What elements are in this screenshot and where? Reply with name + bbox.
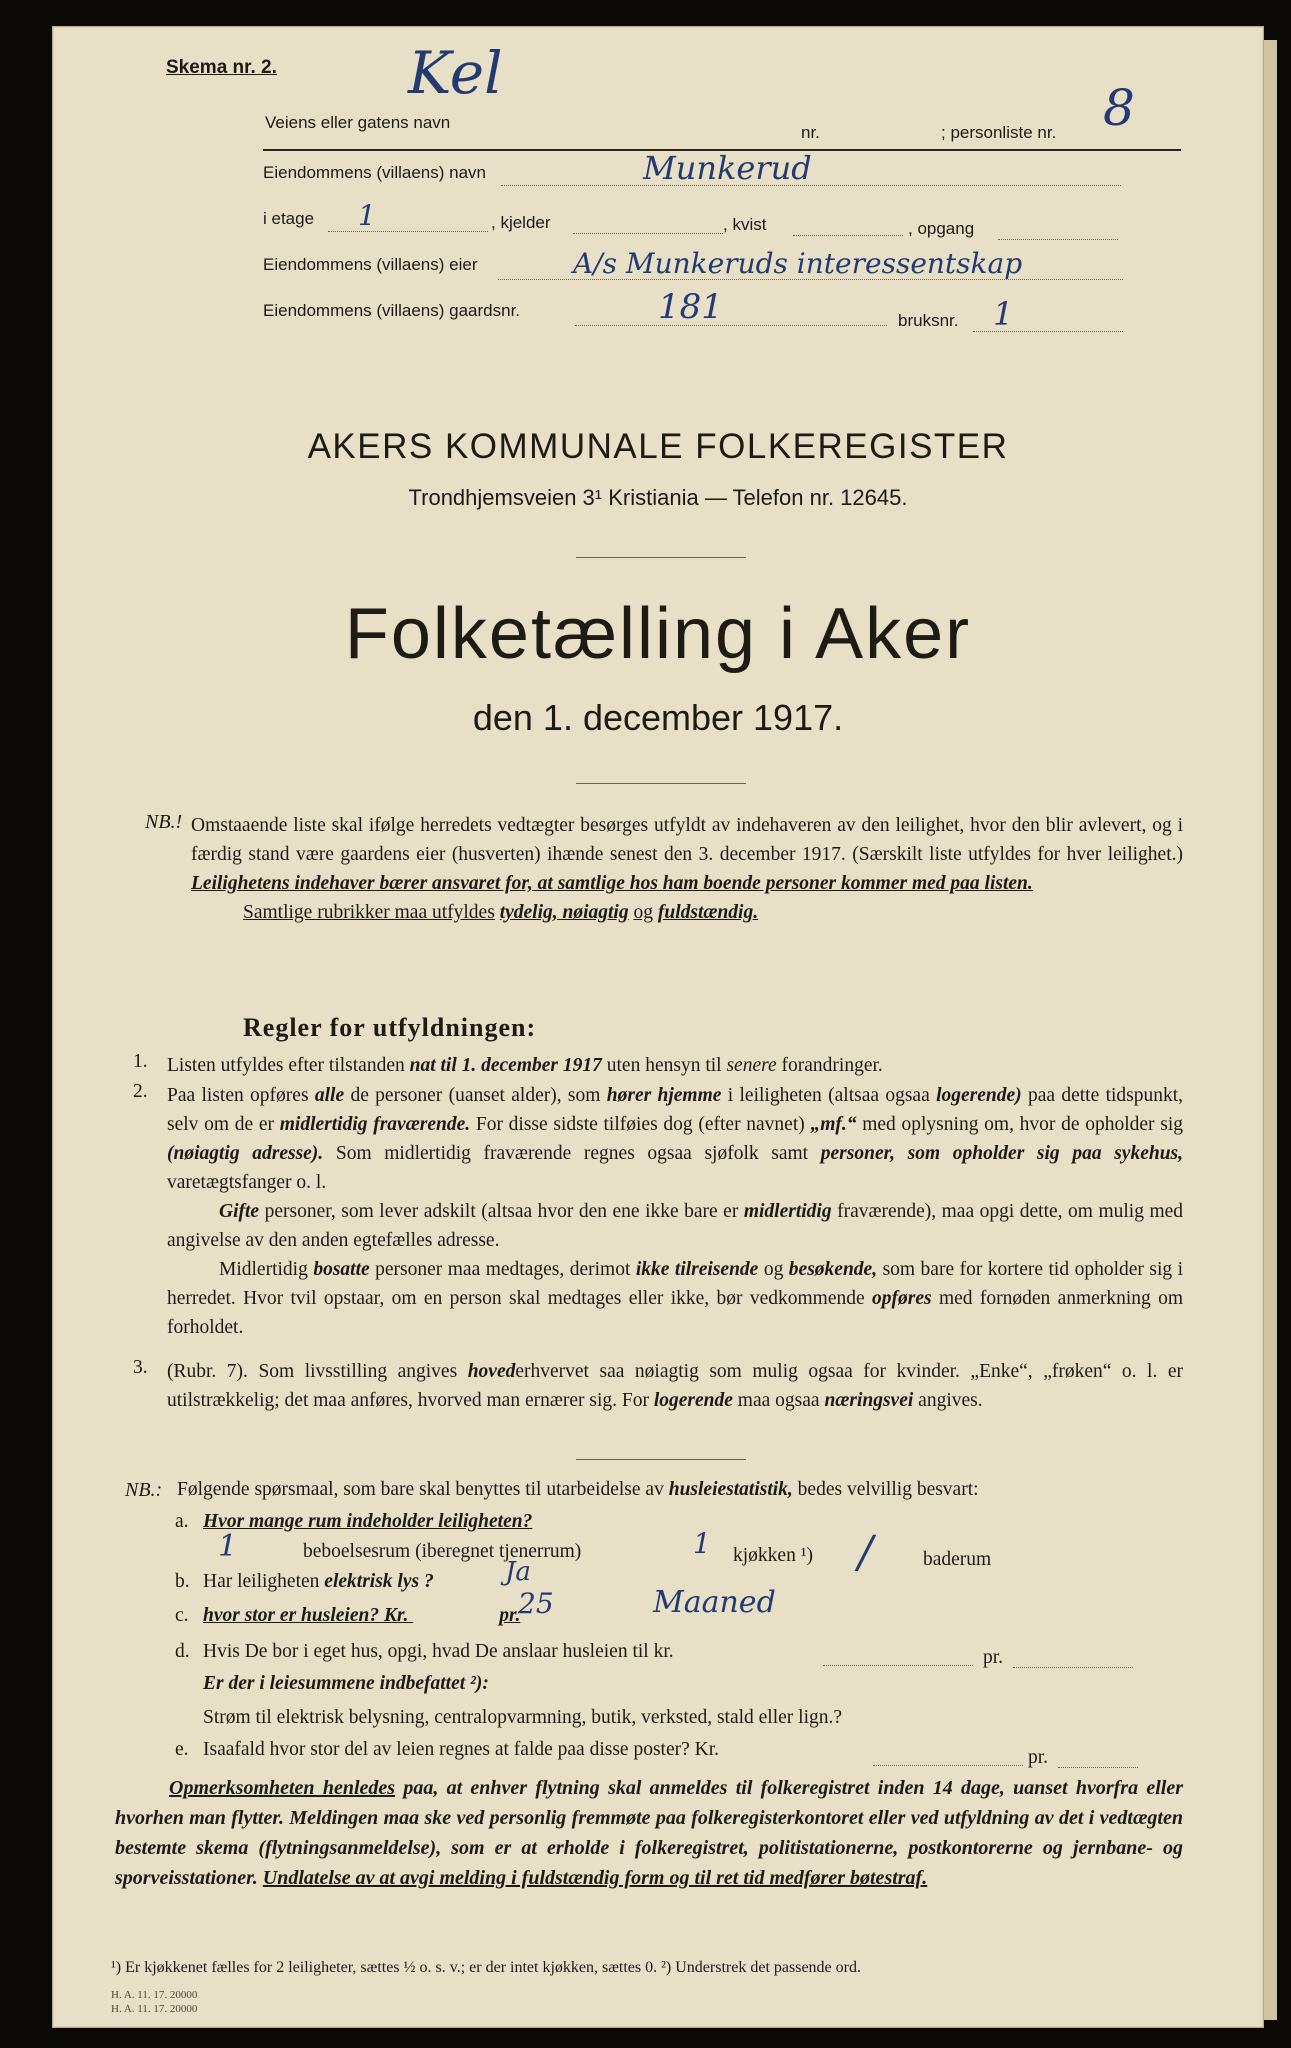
print-code: H. A. 11. 17. 20000 xyxy=(111,1989,198,2001)
rule-emphasis: personer, som opholder sig paa sykehus, xyxy=(820,1143,1184,1164)
rule-text: (Rubr. 7). Som livsstilling angives xyxy=(167,1361,458,1382)
rule-text: personer maa medtages, derimot xyxy=(375,1259,631,1280)
nb2-intro xyxy=(177,1479,979,1501)
rule-text: Som midlertidig fraværende regnes ogsaa sjøfolk samt xyxy=(335,1143,809,1164)
question-text: hvor stor er husleien? xyxy=(203,1605,380,1626)
street-label: Veiens eller gatens navn xyxy=(265,113,451,132)
nb2-emphasis: husleiestatistik, xyxy=(668,1479,793,1500)
rule-emphasis: (nøiagtig adresse). xyxy=(167,1143,324,1164)
share-period-line xyxy=(1058,1767,1138,1768)
rule-emphasis: midlertidig xyxy=(743,1201,832,1222)
stair-line xyxy=(998,239,1118,240)
rule-emphasis: opføres xyxy=(872,1288,932,1309)
nb-responsibility: Leilighetens indehaver bærer ansvaret for, at samtlige hos ham boende personer kommer med paa listen. xyxy=(191,873,1033,894)
personliste-nr-handwritten: 8 xyxy=(1103,79,1135,137)
rule-emphasis: bosatte xyxy=(313,1259,370,1280)
notice-emphasis: Opmerksomheten henledes xyxy=(169,1777,396,1799)
question-b-label: b. xyxy=(175,1571,190,1592)
question-d-label: d. xyxy=(175,1641,190,1662)
nb2-text: Følgende spørsmaal, som bare skal benyttes til utarbeidelse av xyxy=(177,1479,664,1500)
print-code: H. A. 11. 17. 20000 xyxy=(111,2003,198,2015)
census-date: den 1. december 1917. xyxy=(472,697,844,738)
rule-text: fraværende), maa opgi dette, om mulig med angivelse av den anden egtefælles adresse. xyxy=(167,1201,1184,1251)
rule-emphasis: besøkende, xyxy=(788,1259,878,1280)
rule-text: For disse sidste tilføies dog (efter navnet) xyxy=(475,1114,805,1135)
rule-2-number: 2. xyxy=(133,1081,148,1102)
rule-emphasis: logerende xyxy=(653,1390,733,1411)
question-d: Hvis De bor i eget hus, opgi, hvad De anslaar husleien til kr. xyxy=(203,1641,674,1662)
stair-label: , opgang xyxy=(908,219,975,238)
moving-notice xyxy=(115,1773,1183,1893)
electric-answer: Ja xyxy=(505,1557,531,1587)
office-address: Trondhjemsveien 3¹ Kristiania — Telefon nr. 12645. xyxy=(408,485,908,510)
rule-text: varetægtsfanger o. l. xyxy=(167,1172,327,1193)
page-title: Folketælling i Aker xyxy=(344,594,972,674)
basement-label: , kjelder xyxy=(491,213,551,232)
rooms-answer: 1 xyxy=(218,1529,238,1564)
rule-text: de personer (uanset alder), som xyxy=(350,1085,601,1106)
question-d-per: pr. xyxy=(983,1647,1004,1668)
question-e-label: e. xyxy=(175,1739,189,1760)
rule-text: paa dette tidspunkt, selv om de er xyxy=(167,1085,1184,1135)
house-rent-period-line xyxy=(1013,1667,1133,1668)
bruksnr-label: bruksnr. xyxy=(898,311,959,330)
rule-3-number: 3. xyxy=(133,1357,148,1378)
nb-emphasis: tydelig, nøiagtig xyxy=(499,902,629,923)
floor-label: i etage xyxy=(263,209,315,228)
attic-line xyxy=(793,235,903,236)
rule-text: erhvervet saa nøiagtig som mulig ogsaa for kvinder. „Enke“, „frøken“ o. l. er utilstrækkelig; det maa anføres, hvorved man ernærer sig. For xyxy=(167,1361,1184,1411)
nb-text: Omstaaende liste skal ifølge herredets vedtægter besørges utfyldt av indehaveren av den leilighet, hvor den blir avlevert, og i færdig stand være gaardens eier (husverten) ihænde senest den 3. december 1917. (Særskilt liste utfyldes for hver leilighet.) xyxy=(191,815,1183,865)
rent-period-answer: Maaned xyxy=(653,1585,776,1620)
divider xyxy=(576,783,746,784)
street-nr-label: nr. xyxy=(801,123,820,142)
rule-2 xyxy=(167,1081,1183,1342)
divider xyxy=(576,1459,746,1460)
question-e-per: pr. xyxy=(1028,1747,1049,1768)
nb-text: og xyxy=(633,902,653,923)
question-e: Isaafald hvor stor del av leien regnes at falde paa disse poster? Kr. xyxy=(203,1739,720,1760)
question-emphasis: elektrisk lys ? xyxy=(324,1571,434,1592)
owner-handwritten: A/s Munkeruds interessentskap xyxy=(573,247,1023,280)
rule-emphasis: næringsvei xyxy=(824,1390,914,1411)
rule-emphasis: „mf.“ xyxy=(810,1114,857,1135)
office-name: AKERS KOMMUNALE FOLKEREGISTER xyxy=(307,427,1009,466)
rule-text: Listen utfyldes efter tilstanden xyxy=(167,1055,405,1076)
rule-text: i leiligheten (altsaa ogsaa xyxy=(727,1085,930,1106)
bath-answer: / xyxy=(858,1527,873,1578)
rule-emphasis: Gifte xyxy=(219,1201,260,1222)
rule-text: som bare for kortere tid opholder sig i herredet. Hvor tvil opstaar, om en person skal medtages eller ikke, bør vedkommende xyxy=(167,1259,1184,1309)
question-text: Har leiligheten xyxy=(203,1571,320,1592)
nb2-prefix: NB.: xyxy=(125,1479,163,1501)
property-name-label: Eiendommens (villaens) navn xyxy=(263,163,486,182)
rule-text: uten hensyn til xyxy=(606,1055,722,1076)
rule-text: Paa listen opføres xyxy=(167,1085,309,1106)
paper-edge xyxy=(1262,40,1277,2020)
basement-line xyxy=(573,233,723,234)
notice-penalty: Undlatelse av at avgi melding i fuldstændig form og til ret tid medfører bøtestraf. xyxy=(262,1867,928,1889)
owner-label: Eiendommens (villaens) eier xyxy=(263,255,478,274)
rules-heading: Regler for utfyldningen: xyxy=(243,1013,537,1042)
nb-fill-instruction: Samtlige rubrikker maa utfyldes xyxy=(243,902,495,923)
question-text: pr. xyxy=(499,1605,521,1626)
rule-text: forandringer. xyxy=(781,1055,883,1076)
kitchen-answer: 1 xyxy=(693,1527,711,1560)
house-rent-line xyxy=(823,1665,973,1666)
rule-text: maa ogsaa xyxy=(737,1390,820,1411)
question-a: Hvor mange rum indeholder leiligheten? xyxy=(203,1511,533,1532)
rule-emphasis: senere xyxy=(726,1055,777,1076)
rent-answer: 25 xyxy=(518,1587,554,1620)
rule-text: og xyxy=(763,1259,784,1280)
question-b xyxy=(203,1571,434,1593)
floor-line xyxy=(328,231,488,232)
floor-handwritten: 1 xyxy=(358,199,376,232)
bath-label: baderum xyxy=(923,1549,992,1570)
included-question: Er der i leiesummene indbefattet ²): xyxy=(203,1673,489,1694)
rule-emphasis: hører hjemme xyxy=(606,1085,722,1106)
question-a-label: a. xyxy=(175,1511,189,1532)
question-c-label: c. xyxy=(175,1605,189,1626)
rule-text: med fornøden anmerkning om forholdet. xyxy=(167,1288,1184,1338)
attic-label: , kvist xyxy=(723,215,767,234)
rule-emphasis: midlertidig fraværende. xyxy=(279,1114,471,1135)
personliste-label: ; personliste nr. xyxy=(941,123,1057,142)
kitchen-label: kjøkken ¹) xyxy=(733,1545,814,1566)
bruksnr-handwritten: 1 xyxy=(993,295,1014,333)
rule-emphasis: ikke tilreisende xyxy=(635,1259,759,1280)
rule-emphasis: nat til 1. december 1917 xyxy=(409,1055,602,1076)
nb-paragraph xyxy=(191,811,1183,927)
rule-text: personer, som lever adskilt (altsaa hvor den ene ikke bare er xyxy=(264,1201,739,1222)
rule-text: angives. xyxy=(918,1390,983,1411)
rule-emphasis: hoved xyxy=(467,1361,516,1382)
question-c xyxy=(203,1605,520,1627)
form-number: Skema nr. 2. xyxy=(166,57,277,78)
rule-1-number: 1. xyxy=(133,1051,148,1072)
share-line xyxy=(873,1765,1023,1766)
included-options: Strøm til elektrisk belysning, centralopvarmning, butik, verksted, stald eller lign.? xyxy=(203,1707,843,1728)
census-form-page xyxy=(52,26,1264,2028)
footnote: ¹) Er kjøkkenet fælles for 2 leiligheter, sættes ½ o. s. v.; er der intet kjøkken, sættes 0. ²) Understrek det passende ord. xyxy=(111,1959,861,1976)
street-name-handwritten: Kel xyxy=(408,39,503,107)
rule-text: med oplysning om, hvor de opholder sig xyxy=(862,1114,1184,1135)
rule-emphasis: logerende) xyxy=(936,1085,1022,1106)
rooms-label: beboelsesrum (iberegnet tjenerrum) xyxy=(303,1541,582,1562)
gaardsnr-handwritten: 181 xyxy=(658,287,723,327)
rule-text: Midlertidig xyxy=(219,1259,308,1280)
rule-1 xyxy=(167,1051,1183,1080)
notice-text: paa, at enhver flytning skal anmeldes til folkeregistret inden 14 dage, uanset hvorfra eller hvorhen man flytter. Meldingen maa ske ved personlig fremmøte paa folkeregisterkontoret eller ved utfyldning av det i vedtægten bestemte skema (flytningsanmeldelse), som er at erholde i folkeregistret, politistationerne, postkontorerne og jernbane- og sporveisstationer. xyxy=(115,1777,1184,1889)
gaardsnr-label: Eiendommens (villaens) gaardsnr. xyxy=(263,301,521,320)
rule-emphasis: alle xyxy=(314,1085,345,1106)
question-text: Kr. xyxy=(383,1605,409,1626)
nb2-text: bedes velvillig besvart: xyxy=(797,1479,979,1500)
gaardsnr-line xyxy=(575,325,887,326)
nb-emphasis: fuldstændig. xyxy=(657,902,759,923)
property-name-handwritten: Munkerud xyxy=(643,149,812,187)
rule-3 xyxy=(167,1357,1183,1415)
divider xyxy=(576,557,746,558)
nb-prefix: NB.! xyxy=(145,811,183,833)
